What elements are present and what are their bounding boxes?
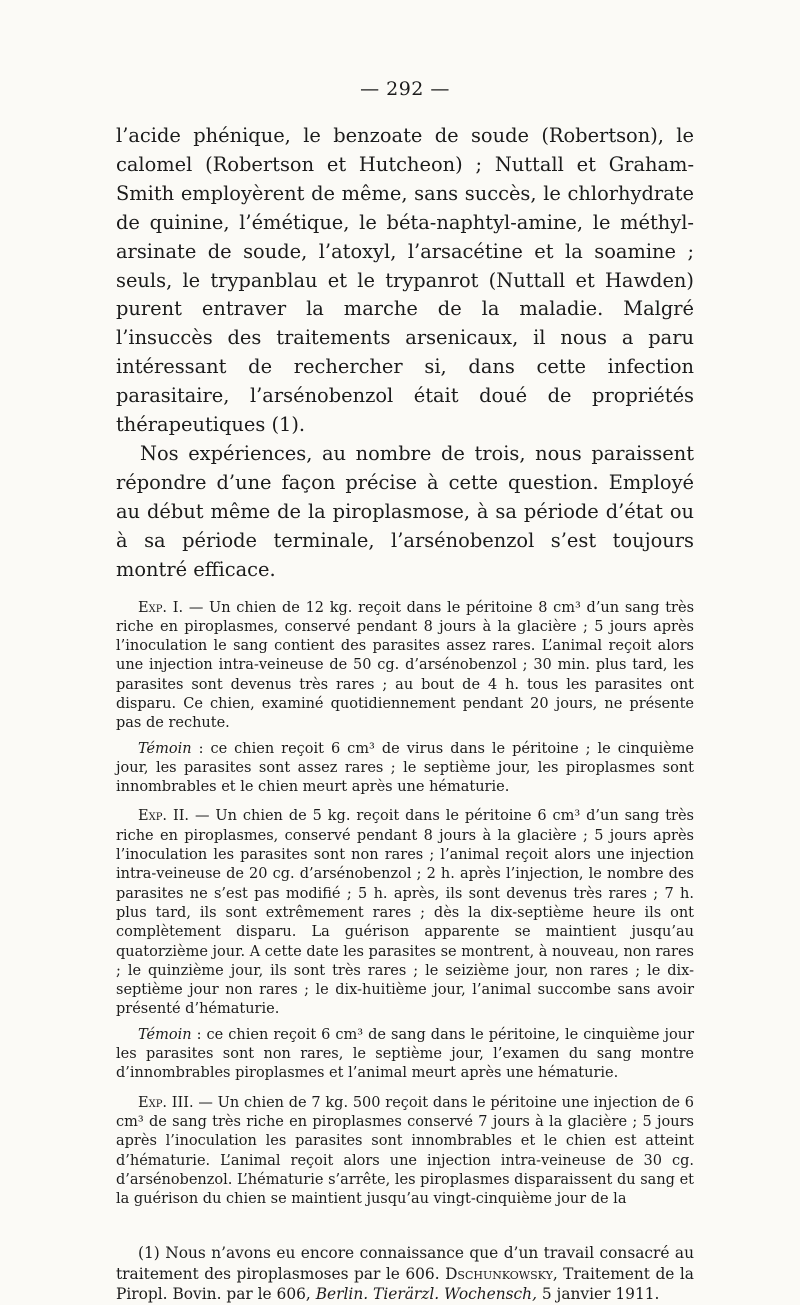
temoin-text: : ce chien reçoit 6 cm³ de sang dans le péritoine, le cinquième jour les parasites sont non rares, le septième jour, l’examen du sang montre d’innombrables piroplasmes et l’animal meurt après une hématurie.: [116, 1026, 694, 1082]
experiment-label: Exp. III.: [138, 1094, 194, 1111]
temoin-label: Témoin: [138, 1026, 192, 1043]
experiment-text: — Un chien de 12 kg. reçoit dans le péritoine 8 cm³ d’un sang très riche en piroplasmes, conservé pendant 8 jours à la glacière ; 5 jours après l’inoculation le sang contient des parasites assez rares. L’animal reçoit alors une injection intra-veineuse de 50 cg. d’arsénobenzol ; 30 min. plus tard, les parasites sont devenus très rares ; au bout de 4 h. tous les parasites ont disparu. Ce chien, examiné quotidiennement pendant 20 jours, ne présente pas de rechute.: [116, 599, 695, 732]
page-number: — 292 —: [360, 78, 450, 100]
main-text: [116, 122, 694, 585]
experiment-1: [116, 599, 694, 734]
experiment-3: [116, 1094, 694, 1210]
temoin-1: [116, 740, 694, 798]
footnote-marker: (1): [138, 1244, 160, 1263]
footnote-title: , Traitement de la Piropl. Bovin. par le 606,: [116, 1264, 694, 1304]
footnote-date: 5 janvier 1911.: [541, 1285, 660, 1304]
temoin-text: : ce chien reçoit 6 cm³ de virus dans le péritoine ; le cinquième jour, les parasites sont assez rares ; le septième jour, les piroplasmes sont innombrables et le chien meurt après une hématurie.: [116, 740, 695, 796]
footnote-author: Dschunkowsky: [445, 1264, 553, 1283]
experiment-text: — Un chien de 5 kg. reçoit dans le péritoine 6 cm³ d’un sang très riche en piroplasmes, conservé pendant 8 jours à la glacière ; 5 jours après l’inoculation les parasites sont non rares ; l’animal reçoit alors une injection intra-veineuse de 20 cg. d’arsénobenzol ; 2 h. après l’injection, le nombre des parasites ne s’est pas modifié ; 5 h. après, ils sont devenus très rares ; 7 h. plus tard, ils sont extrêmement rares ; dès la dix-septième heure ils ont complètement disparu. La guérison apparente se maintient jusqu’au quatorzième jour. A cette date les parasites se montrent, à nouveau, non rares ; le quinzième jour, ils sont très rares ; le seizième jour, non rares ; le dix-septième jour non rares ; le dix-huitième jour, l’animal succombe sans avoir présenté d’hématurie.: [116, 808, 695, 1018]
experiments: [116, 599, 694, 1210]
experiment-label: Exp. I.: [138, 599, 184, 616]
experiment-label: Exp. II.: [138, 808, 190, 825]
temoin-2: [116, 1026, 694, 1084]
paragraph-1: l’acide phénique, le benzoate de soude (Robertson), le calomel (Robertson et Hutcheon) ; Nuttall et Graham-Smith employèrent de même, sans succès, le chlorhydrate de quinine, l’émétique, le béta-naphtyl-amine, le méthyl-arsinate de soude, l’atoxyl, l’arsacétine et la soamine ; seuls, le trypanblau et le trypanrot (Nuttall et Hawden) purent entraver la marche de la maladie. Malgré l’insuccès des traitements arsenicaux, il nous a paru intéressant de rechercher si, dans cette infection parasitaire, l’arsénobenzol était doué de propriétés thérapeutiques (1).: [116, 124, 694, 437]
footnote-journal: Berlin. Tierärzl. Wochensch,: [315, 1285, 537, 1304]
experiment-2: [116, 807, 694, 1019]
page: [116, 78, 694, 1305]
experiment-text: — Un chien de 7 kg. 500 reçoit dans le péritoine une injection de 6 cm³ de sang très riche en piroplasmes conservé 7 jours à la glacière ; 5 jours après l’inoculation les parasites sont innombrables et le chien est atteint d’hématurie. L’animal reçoit alors une injection intra-veineuse de 30 cg. d’arsénobenzol. L’hématurie s’arrête, les piroplasmes disparaissent du sang et la guérison du chien se maintient jusqu’au vingt-cinquième jour de la: [116, 1094, 695, 1208]
paragraph-2: Nos expériences, au nombre de trois, nous paraissent répondre d’une façon précise à cette question. Employé au début même de la piroplasmose, à sa période d’état ou à sa période terminale, l’arsénobenzol s’est toujours montré efficace.: [116, 441, 694, 581]
footnote-body: Nous n’avons eu encore connaissance que d’un travail consacré au traitement des piroplasmoses par le 606.: [116, 1244, 694, 1283]
temoin-label: Témoin: [138, 740, 192, 757]
